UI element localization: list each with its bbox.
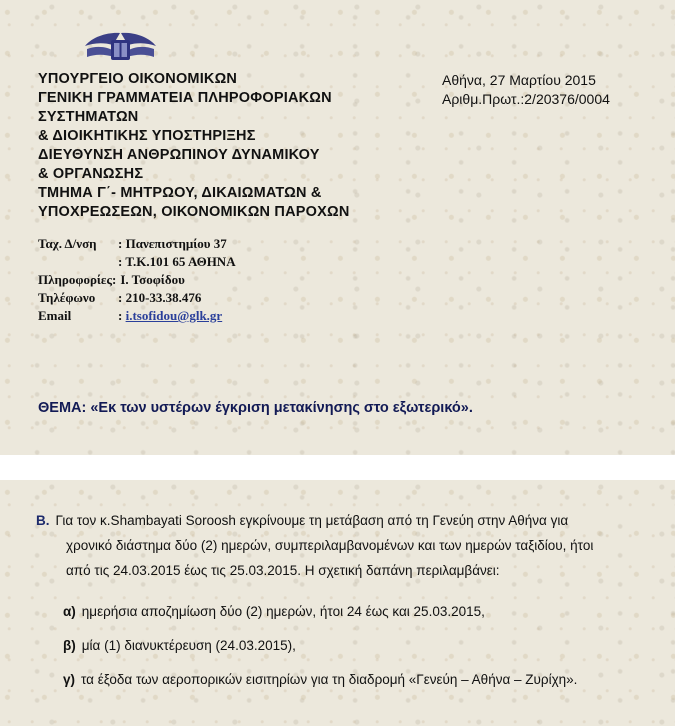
list-item	[63, 636, 631, 656]
expense-list	[36, 602, 631, 690]
contact-row-info	[38, 271, 236, 289]
body-line: από τις 24.03.2015 έως τις 25.03.2015. Η σχετική δαπάνη περιλαμβάνει:	[66, 563, 500, 578]
email-separator: :	[118, 308, 123, 323]
item-text: τα έξοδα των αεροπορικών εισιτηρίων για τη διαδρομή «Γενεύη – Αθήνα – Ζυρίχη».	[81, 672, 578, 687]
body-text: Για τον κ.Shambayati Soroosh εγκρίνουμε τη μετάβαση από τη Γενεύη στην Αθήνα για	[55, 513, 569, 528]
ministry-line: ΣΥΣΤΗΜΑΤΩΝ	[38, 109, 139, 125]
body-line	[36, 508, 631, 533]
contact-details	[38, 235, 236, 325]
ministry-line: & ΔΙΟΙΚΗΤΙΚΗΣ ΥΠΟΣΤΗΡΙΞΗΣ	[38, 128, 256, 144]
phone-label: Τηλέφωνο	[38, 290, 96, 305]
list-item	[63, 670, 631, 690]
letter-date: Αθήνα, 27 Μαρτίου 2015	[442, 72, 596, 88]
contact-row-email	[38, 307, 236, 325]
letter-body	[36, 508, 631, 704]
paragraph-marker: Β.	[36, 513, 50, 528]
item-text: μία (1) διανυκτέρευση (24.03.2015),	[81, 638, 296, 653]
body-line: χρονικό διάστημα δύο (2) ημερών, συμπεριλαμβανομένων και των ημερών ταξιδίου, ήτοι	[66, 538, 594, 553]
postcode-label	[38, 253, 118, 271]
ministry-line: ΔΙΕΥΘΥΝΣΗ ΑΝΘΡΩΠΙΝΟΥ ΔΥΝΑΜΙΚΟΥ	[38, 147, 320, 163]
ministry-header	[38, 70, 418, 222]
email-link[interactable]: i.tsofidou@glk.gr	[125, 308, 223, 323]
email-value	[118, 307, 222, 325]
address-label: Ταχ. Δ/νση	[38, 236, 97, 251]
item-marker: γ)	[63, 672, 76, 687]
contact-row-postcode	[38, 253, 236, 271]
list-item	[63, 602, 631, 622]
item-marker: β)	[63, 638, 76, 653]
greek-state-emblem-icon	[83, 30, 158, 64]
ministry-line: ΓΕΝΙΚΗ ΓΡΑΜΜΑΤΕΙΑ ΠΛΗΡΟΦΟΡΙΑΚΩΝ	[38, 90, 332, 106]
date-block	[442, 71, 610, 109]
address-value: : Πανεπιστημίου 37	[118, 236, 227, 251]
phone-value: : 210-33.38.476	[118, 290, 202, 305]
ministry-line: & ΟΡΓΑΝΩΣΗΣ	[38, 166, 144, 182]
info-label: Πληροφορίες:	[38, 272, 117, 287]
protocol-number: Αριθμ.Πρωτ.:2/20376/0004	[442, 91, 610, 107]
ministry-line: ΥΠΟΧΡΕΩΣΕΩΝ, ΟΙΚΟΝΟΜΙΚΩΝ ΠΑΡΟΧΩΝ	[38, 204, 350, 220]
email-label: Email	[38, 308, 72, 323]
subject-line: ΘΕΜΑ: «Εκ των υστέρων έγκριση μετακίνησης στο εξωτερικό».	[38, 400, 473, 416]
contact-row-phone	[38, 289, 236, 307]
ministry-line: ΥΠΟΥΡΓΕΙΟ ΟΙΚΟΝΟΜΙΚΩΝ	[38, 71, 238, 87]
contact-row-address	[38, 235, 236, 253]
postcode-value: : Τ.Κ.101 65 ΑΘΗΝΑ	[118, 254, 236, 269]
ministry-line: ΤΜΗΜΑ Γ΄- ΜΗΤΡΩΟΥ, ΔΙΚΑΙΩΜΑΤΩΝ &	[38, 185, 322, 201]
item-text: ημερήσια αποζημίωση δύο (2) ημερών, ήτοι 24 έως και 25.03.2015,	[81, 604, 485, 619]
info-value: Ι. Τσοφίδου	[120, 272, 185, 287]
body-paragraph	[36, 508, 631, 583]
item-marker: α)	[63, 604, 76, 619]
